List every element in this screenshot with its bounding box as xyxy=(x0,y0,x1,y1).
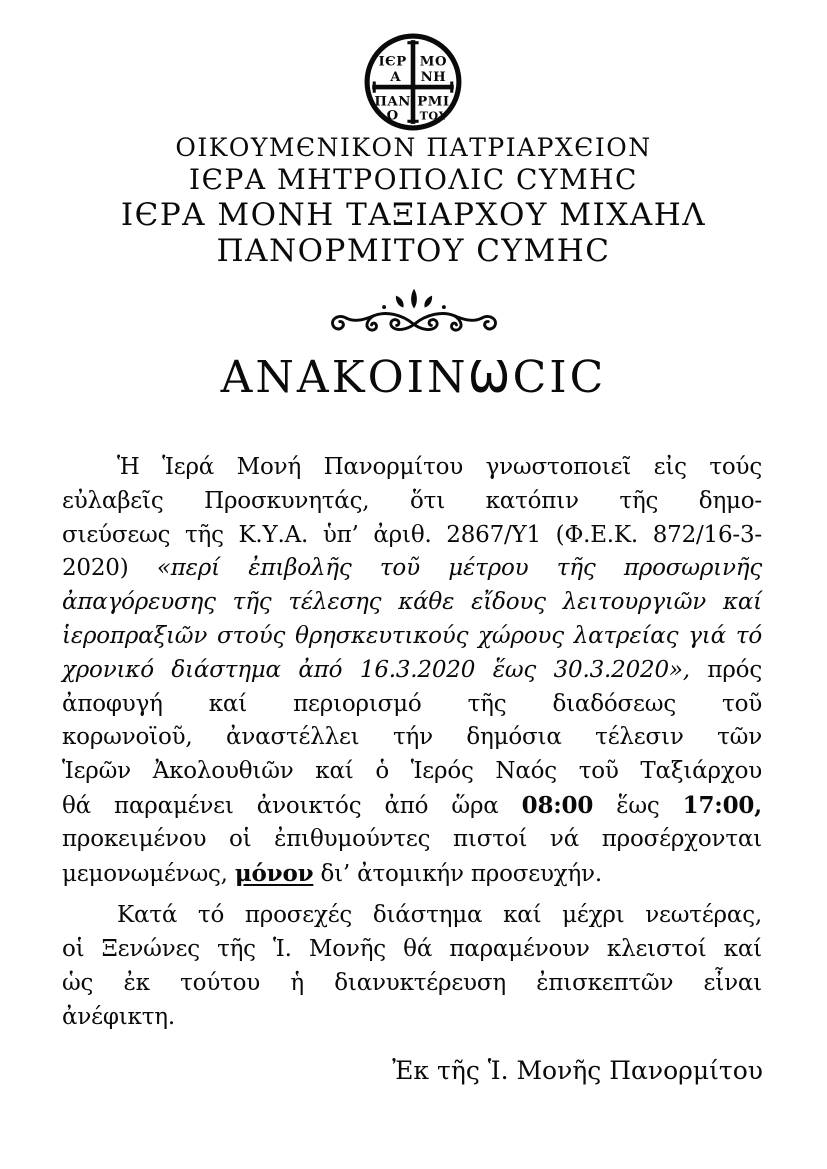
text-segment: σιεύσεως τῆς Κ.Υ.Α. ὑπ’ ἀριθ. 2867/Υ1 (Φ.Ε.Κ. 872/16-3- xyxy=(62,521,762,548)
text-segment: Κατά τό προσεχές διάστημα καί μέχρι νεωτέρας, xyxy=(117,902,762,929)
page-title: ΑΝΑΚΟΙΝѠϹΙϹ xyxy=(220,352,607,403)
text-segment: 08:00 xyxy=(521,791,594,819)
letterhead-line-patriarchate: ΟΙΚΟΥΜЄΝΙΚΟΝ ΠΑΤΡΙΑΡΧЄΙΟΝ xyxy=(175,133,652,162)
text-segment: ἱεροπραξιῶν στούς θρησκευτικούς χώρους λατρείας γιά τό xyxy=(62,622,762,649)
text-segment: 17:00, xyxy=(682,791,762,819)
text-line xyxy=(62,485,762,519)
text-line xyxy=(62,451,762,485)
announcement-body xyxy=(62,451,762,1035)
text-line xyxy=(62,789,762,823)
seal-quadrant-text: ΝΗ xyxy=(420,69,447,85)
text-segment: ὡς ἐκ τούτου ἡ διανυκτέρευση ἐπισκεπτῶν εἶναι xyxy=(62,969,762,996)
signature: Ἐκ τῆς Ἱ. Μονῆς Πανορμίτου xyxy=(392,1056,763,1085)
flourish-center-drop xyxy=(411,289,417,309)
text-segment: πρός xyxy=(689,656,762,683)
text-segment: μόνον xyxy=(234,859,314,887)
seal-quadrant-text: ΜΟ xyxy=(419,54,448,70)
text-segment: οἱ Ξενώνες τῆς Ἱ. Μονῆς θά παραμένουν κλειστοί καί xyxy=(62,936,762,963)
text-segment: «περί ἐπιβολῆς τοῦ μέτρου τῆς προσωρινῆς xyxy=(156,555,762,582)
seal-quadrant-text: ΤΟΥ xyxy=(419,108,448,123)
text-segment: ἕως xyxy=(593,792,683,819)
text-line xyxy=(62,899,762,933)
body-paragraph xyxy=(62,451,762,890)
text-line xyxy=(62,1001,762,1035)
text-line xyxy=(62,620,762,654)
text-line xyxy=(62,823,762,857)
letterhead xyxy=(0,133,827,269)
text-segment: κορωνοϊοῦ, ἀναστέλλει τήν δημόσια τέλεσιν τῶν xyxy=(62,724,762,751)
seal-quadrant-text: Ο xyxy=(386,108,399,124)
text-line xyxy=(62,552,762,586)
seal-quadrant-text: Α xyxy=(390,69,402,85)
text-line xyxy=(62,857,762,891)
text-line xyxy=(62,721,762,755)
text-segment: θά παραμένει ἀνοικτός ἀπό ὥρα xyxy=(62,792,522,819)
text-segment: εὐλαβεῖς Προσκυνητάς, ὅτι κατόπιν τῆς δημο- xyxy=(62,487,762,514)
seal-quadrant-text: ΡΜΙ xyxy=(417,94,450,110)
text-segment: χρονικό διάστημα ἀπό 16.3.2020 ἕως 30.3.2020», xyxy=(62,656,690,683)
text-line xyxy=(62,654,762,688)
text-segment: δι’ ἀτομικήν προσευχήν. xyxy=(313,860,602,887)
decorative-flourish-icon xyxy=(327,283,501,337)
seal-quadrant-text: ΙЄΡ xyxy=(378,54,407,70)
body-paragraph xyxy=(62,899,762,1034)
text-segment: ἀποφυγή καί περιορισμό τῆς διαδόσεως τοῦ xyxy=(62,690,762,717)
text-line xyxy=(62,586,762,620)
letterhead-line-panormitis: ΠΑΝΟΡΜΙΤΟΥ ϹΥΜΗϹ xyxy=(216,233,611,269)
letterhead-line-monastery: ΙЄΡΑ ΜΟΝΗ ΤΑΞΙΑΡΧΟΥ ΜΙΧΑΗΛ xyxy=(120,197,707,233)
text-segment: Ἡ Ἱερά Μονή Πανορμίτου γνωστοποιεῖ εἰς τούς xyxy=(117,454,762,480)
seal-quadrant-text: ΠΑΝ xyxy=(374,94,411,110)
text-line xyxy=(62,688,762,722)
text-segment: Ἱερῶν Ἀκολουθιῶν καί ὁ Ἱερός Ναός τοῦ Ταξιάρχου xyxy=(62,758,762,785)
text-line xyxy=(62,933,762,967)
text-line xyxy=(62,967,762,1001)
text-line xyxy=(62,519,762,553)
monastery-seal-icon xyxy=(362,31,464,133)
text-segment: μεμονωμένως, xyxy=(62,860,235,887)
text-segment: 2020) xyxy=(62,555,157,582)
text-segment: προκειμένου οἱ ἐπιθυμούντες πιστοί νά προσέρχονται xyxy=(62,825,762,852)
text-segment: ἀπαγόρευσης τῆς τέλεσης κάθε εἴδους λειτουργιῶν καί xyxy=(62,589,762,616)
text-segment: ἀνέφικτη. xyxy=(62,1003,175,1030)
letterhead-line-metropolis: ΙЄΡΑ ΜΗΤΡΟΠΟΛΙϹ ϹΥΜΗϹ xyxy=(189,163,638,196)
text-line xyxy=(62,755,762,789)
